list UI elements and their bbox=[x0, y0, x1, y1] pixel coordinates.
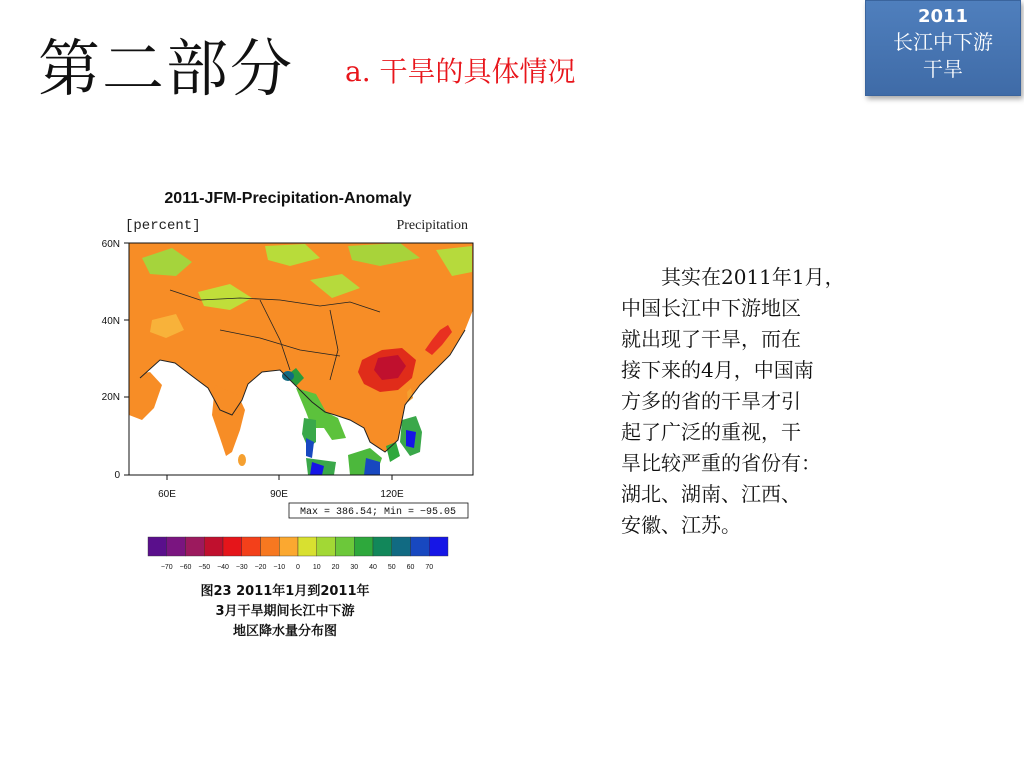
colorbar-swatch bbox=[148, 537, 167, 556]
map-right-label: Precipitation bbox=[396, 218, 468, 233]
colorbar-swatches bbox=[148, 537, 448, 556]
slide-subtitle: a. 干旱的具体情况 bbox=[345, 55, 576, 88]
corner-tag-line2: 干旱 bbox=[923, 57, 963, 81]
bangladesh-blue bbox=[282, 371, 294, 381]
stats-text: Max = 386.54; Min = −95.05 bbox=[299, 507, 457, 518]
colorbar-tick-label: 60 bbox=[406, 564, 415, 571]
colorbar-tick-label: 70 bbox=[425, 564, 434, 571]
figure-caption bbox=[175, 582, 395, 642]
corner-tag-line1: 长江中下游 bbox=[893, 30, 993, 54]
lat-label: 0 bbox=[114, 470, 120, 481]
colorbar-ticks bbox=[161, 564, 433, 571]
colorbar-swatch bbox=[279, 537, 298, 556]
body-line: 安徽、江苏。 bbox=[621, 513, 741, 537]
colorbar-swatch bbox=[298, 537, 317, 556]
colorbar bbox=[130, 530, 470, 574]
body-line: 旱比较严重的省份有： bbox=[621, 451, 821, 475]
colorbar-swatch bbox=[242, 537, 261, 556]
caption-line: 图23 2011年1月到2011年 bbox=[200, 584, 370, 599]
colorbar-swatch bbox=[204, 537, 223, 556]
colorbar-tick-label: 0 bbox=[296, 564, 300, 571]
colorbar-swatch bbox=[392, 537, 411, 556]
colorbar-tick-label: 30 bbox=[350, 564, 359, 571]
colorbar-tick-label: −50 bbox=[198, 564, 211, 571]
colorbar-tick-label: −10 bbox=[273, 564, 286, 571]
colorbar-swatch bbox=[429, 537, 448, 556]
body-line: 中国长江中下游地区 bbox=[621, 296, 801, 320]
colorbar-swatch bbox=[317, 537, 336, 556]
lon-label: 120E bbox=[380, 489, 404, 500]
sri-lanka bbox=[238, 454, 246, 466]
map-left-label: [percent] bbox=[125, 218, 201, 234]
colorbar-swatch bbox=[167, 537, 186, 556]
lon-label: 60E bbox=[158, 489, 176, 500]
corner-tag bbox=[865, 0, 1021, 96]
body-line: 方多的省的干旱才引 bbox=[621, 389, 801, 413]
body-text bbox=[621, 262, 871, 541]
longitude-labels bbox=[158, 489, 404, 500]
body-line: 接下来的4月，中国南 bbox=[621, 358, 814, 382]
latitude-labels bbox=[102, 239, 121, 481]
precipitation-anomaly-map bbox=[80, 180, 480, 525]
body-line: 就出现了干旱，而在 bbox=[621, 327, 801, 351]
colorbar-tick-label: −60 bbox=[179, 564, 192, 571]
lat-label: 20N bbox=[101, 392, 120, 403]
caption-line: 3月干旱期间长江中下游 bbox=[215, 604, 355, 619]
colorbar-swatch bbox=[373, 537, 392, 556]
colorbar-tick-label: 10 bbox=[312, 564, 321, 571]
colorbar-tick-label: 40 bbox=[369, 564, 377, 571]
body-line: 起了广泛的重视，干 bbox=[621, 420, 801, 444]
colorbar-swatch bbox=[223, 537, 242, 556]
colorbar-tick-label: −20 bbox=[254, 564, 267, 571]
colorbar-tick-label: −30 bbox=[235, 564, 248, 571]
colorbar-swatch bbox=[261, 537, 280, 556]
map-title: 2011-JFM-Precipitation-Anomaly bbox=[164, 190, 412, 207]
lat-label: 40N bbox=[101, 316, 120, 327]
corner-tag-year: 2011 bbox=[917, 6, 969, 27]
lon-label: 90E bbox=[270, 489, 288, 500]
colorbar-swatch bbox=[186, 537, 205, 556]
body-line: 湖北、湖南、江西、 bbox=[621, 482, 801, 506]
colorbar-swatch bbox=[411, 537, 430, 556]
lat-label: 60N bbox=[101, 239, 120, 250]
caption-line: 地区降水量分布图 bbox=[232, 624, 337, 639]
colorbar-tick-label: 50 bbox=[387, 564, 396, 571]
colorbar-swatch bbox=[336, 537, 355, 556]
colorbar-swatch bbox=[354, 537, 373, 556]
colorbar-tick-label: −40 bbox=[217, 564, 229, 571]
section-title: 第二部分 bbox=[38, 32, 295, 105]
colorbar-tick-label: −70 bbox=[160, 564, 173, 571]
body-line: 其实在2011年1月， bbox=[621, 265, 845, 289]
colorbar-tick-label: 20 bbox=[331, 564, 340, 571]
